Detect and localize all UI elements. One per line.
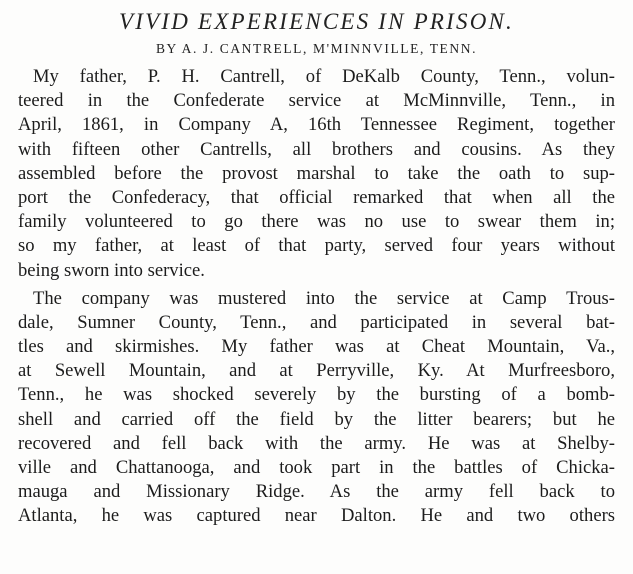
text-line: port the Confederacy, that official remarked that when all the: [18, 186, 615, 208]
text-line: mauga and Missionary Ridge. As the army fell back to: [18, 481, 615, 503]
text-line: April, 1861, in Company A, 16th Tennessee Regiment, together: [18, 114, 615, 136]
article-body: [18, 65, 615, 529]
text-line: dale, Sumner County, Tenn., and participated in several bat-: [18, 311, 615, 333]
text-line: family volunteered to go there was no use to swear them in;: [18, 211, 615, 233]
article-title: VIVID EXPERIENCES IN PRISON.: [118, 9, 515, 34]
text-line: with fifteen other Cantrells, all brothers and cousins. As they: [18, 138, 615, 160]
text-line: ville and Chattanooga, and took part in the battles of Chicka-: [18, 457, 615, 478]
text-line: Tenn., he was shocked severely by the bursting of a bomb-: [18, 384, 615, 406]
text-line: tles and skirmishes. My father was at Cheat Mountain, Va.,: [18, 336, 615, 358]
text-line: assembled before the provost marshal to take the oath to sup-: [18, 162, 615, 184]
text-line: at Sewell Mountain, and at Perryville, Ky. At Murfreesboro,: [18, 360, 615, 382]
text-line: Atlanta, he was captured near Dalton. He and two others: [18, 505, 615, 527]
text-line: recovered and fell back with the army. He was at Shelby-: [18, 432, 615, 454]
text-line: so my father, at least of that party, served four years without: [18, 235, 615, 257]
paragraph: [18, 65, 615, 283]
article-byline: BY A. J. CANTRELL, M'MINNVILLE, TENN.: [155, 41, 478, 56]
text-line: shell and carried off the field by the litter bearers; but he: [18, 408, 615, 430]
text-line: The company was mustered into the service at Camp Trous-: [33, 287, 615, 309]
text-line: teered in the Confederate service at McMinnville, Tenn., in: [18, 90, 615, 112]
text-line: being sworn into service.: [18, 259, 205, 281]
paragraph: [18, 287, 615, 529]
text-line: My father, P. H. Cantrell, of DeKalb County, Tenn., volun-: [33, 66, 615, 87]
